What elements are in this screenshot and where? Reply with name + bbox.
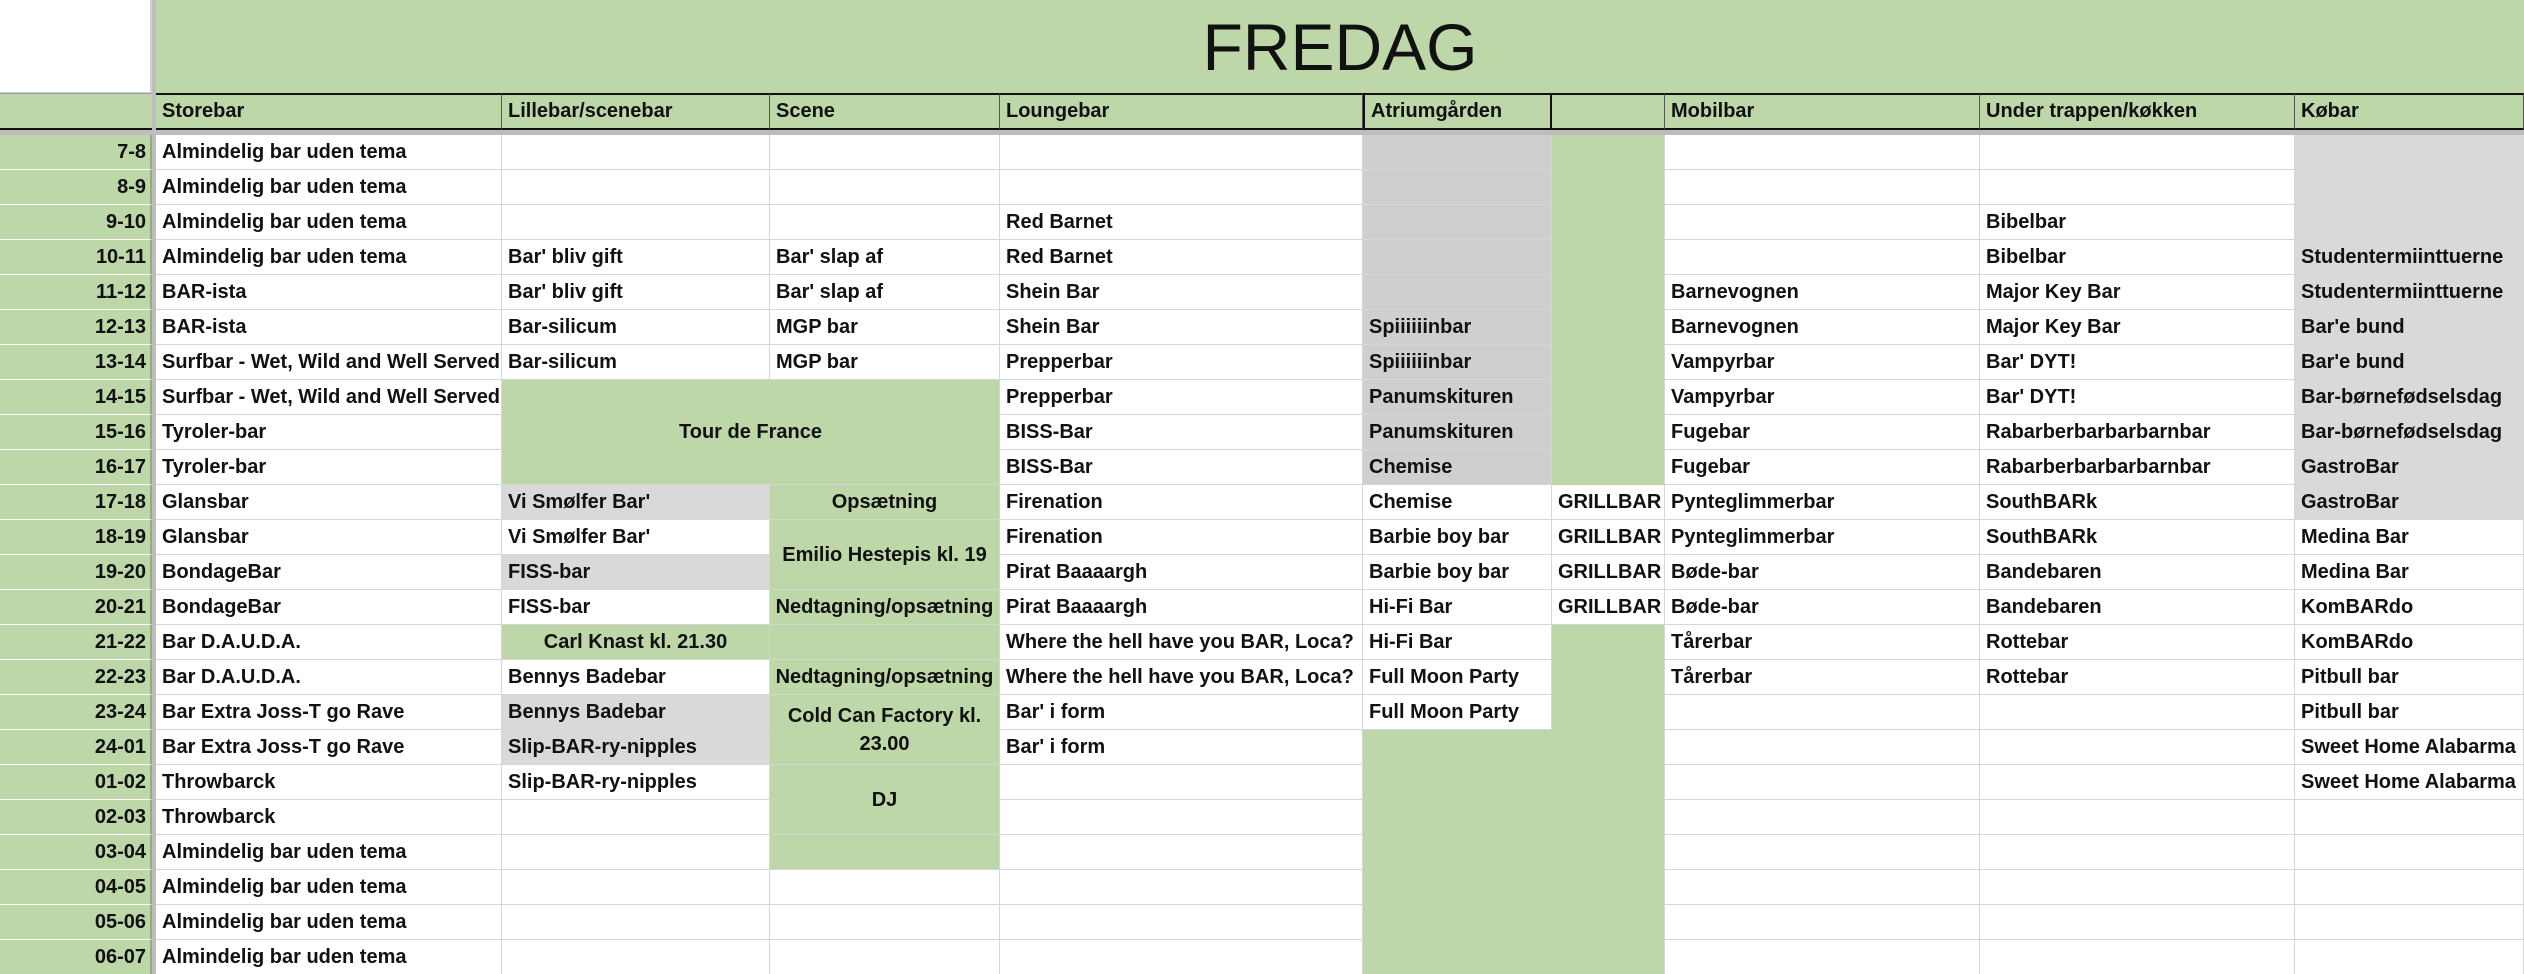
cell-storebar-21-22: Bar D.A.U.D.A. [156,625,502,660]
cell-mobilbar-06-07 [1665,940,1980,974]
cell-lillebar-20-21: FISS-bar [502,590,770,625]
cell-trappen-02-03 [1980,800,2295,835]
cell-storebar-12-13: BAR-ista [156,310,502,345]
cell-grill-10-11 [1552,240,1665,275]
row-label-10-11: 10-11 [0,240,152,275]
cell-loungebar-9-10: Red Barnet [1000,205,1363,240]
block-tour-de-france: Tour de France [502,380,1000,485]
cell-trappen-10-11: Bibelbar [1980,240,2295,275]
cell-scene-11-12: Bar' slap af [770,275,1000,310]
cell-loungebar-01-02 [1000,765,1363,800]
cell-atrium-23-24: Full Moon Party [1363,695,1552,730]
corner-cell [0,0,152,93]
block-opsaetning: Opsætning [770,485,1000,520]
cell-loungebar-23-24: Bar' i form [1000,695,1363,730]
row-label-18-19: 18-19 [0,520,152,555]
cell-lillebar-18-19: Vi Smølfer Bar' [502,520,770,555]
cell-storebar-10-11: Almindelig bar uden tema [156,240,502,275]
cell-loungebar-06-07 [1000,940,1363,974]
cell-storebar-23-24: Bar Extra Joss-T go Rave [156,695,502,730]
cell-atrium-8-9 [1363,170,1552,205]
cell-storebar-16-17: Tyroler-bar [156,450,502,485]
cell-atrium-17-18: Chemise [1363,485,1552,520]
cell-mobilbar-18-19: Pynteglimmerbar [1665,520,1980,555]
cell-storebar-13-14: Surfbar - Wet, Wild and Well Served [156,345,502,380]
cell-mobilbar-12-13: Barnevognen [1665,310,1980,345]
cell-mobilbar-11-12: Barnevognen [1665,275,1980,310]
cell-lillebar-12-13: Bar-silicum [502,310,770,345]
cell-atrium-9-10 [1363,205,1552,240]
block-cold-can-factory: Cold Can Factory kl. 23.00 [770,695,1000,765]
block-emilio: Emilio Hestepis kl. 19 [770,520,1000,590]
cell-storebar-03-04: Almindelig bar uden tema [156,835,502,870]
cell-lillebar-9-10 [502,205,770,240]
cell-loungebar-04-05 [1000,870,1363,905]
cell-trappen-13-14: Bar' DYT! [1980,345,2295,380]
cell-grill-9-10 [1552,205,1665,240]
cell-loungebar-13-14: Prepperbar [1000,345,1363,380]
row-label-01-02: 01-02 [0,765,152,800]
column-header-kobar: Købar [2295,93,2524,130]
cell-mobilbar-8-9 [1665,170,1980,205]
column-header-grill [1552,93,1665,130]
cell-grill-12-13 [1552,310,1665,345]
cell-atrium-14-15: Panumskituren [1363,380,1552,415]
row-label-9-10: 9-10 [0,205,152,240]
cell-storebar-22-23: Bar D.A.U.D.A. [156,660,502,695]
row-label-16-17: 16-17 [0,450,152,485]
cell-trappen-18-19: SouthBARk [1980,520,2295,555]
row-label-23-24: 23-24 [0,695,152,730]
cell-kobar-22-23: Pitbull bar [2295,660,2524,695]
cell-mobilbar-05-06 [1665,905,1980,940]
row-label-22-23: 22-23 [0,660,152,695]
cell-mobilbar-23-24 [1665,695,1980,730]
row-label-11-12: 11-12 [0,275,152,310]
cell-kobar-06-07 [2295,940,2524,974]
cell-trappen-11-12: Major Key Bar [1980,275,2295,310]
cell-mobilbar-04-05 [1665,870,1980,905]
cell-grill-19-20: GRILLBAR [1552,555,1665,590]
cell-kobar-12-13: Bar'e bund [2295,310,2524,345]
cell-loungebar-17-18: Firenation [1000,485,1363,520]
cell-grill-21-22 [1552,625,1665,660]
row-label-19-20: 19-20 [0,555,152,590]
cell-lillebar-10-11: Bar' bliv gift [502,240,770,275]
column-header-atrium: Atriumgården [1363,93,1552,130]
block-dj: DJ [770,765,1000,835]
cell-kobar-05-06 [2295,905,2524,940]
cell-kobar-15-16: Bar-børnefødselsdag [2295,415,2524,450]
cell-atrium-20-21: Hi-Fi Bar [1363,590,1552,625]
cell-kobar-8-9 [2295,170,2524,205]
column-header-loungebar: Loungebar [1000,93,1363,130]
cell-trappen-22-23: Rottebar [1980,660,2295,695]
column-header-storebar: Storebar [156,93,502,130]
row-label-17-18: 17-18 [0,485,152,520]
cell-trappen-23-24 [1980,695,2295,730]
cell-storebar-15-16: Tyroler-bar [156,415,502,450]
cell-storebar-06-07: Almindelig bar uden tema [156,940,502,974]
cell-scene-04-05 [770,870,1000,905]
cell-mobilbar-13-14: Vampyrbar [1665,345,1980,380]
cell-mobilbar-14-15: Vampyrbar [1665,380,1980,415]
cell-trappen-01-02 [1980,765,2295,800]
cell-loungebar-20-21: Pirat Baaaargh [1000,590,1363,625]
cell-mobilbar-20-21: Bøde-bar [1665,590,1980,625]
cell-kobar-19-20: Medina Bar [2295,555,2524,590]
cell-atrium-10-11 [1363,240,1552,275]
cell-loungebar-12-13: Shein Bar [1000,310,1363,345]
block-scene-gap [770,625,1000,660]
cell-loungebar-15-16: BISS-Bar [1000,415,1363,450]
cell-scene-12-13: MGP bar [770,310,1000,345]
cell-kobar-01-02: Sweet Home Alabarma [2295,765,2524,800]
row-label-04-05: 04-05 [0,870,152,905]
cell-storebar-18-19: Glansbar [156,520,502,555]
cell-atrium-7-8 [1363,135,1552,170]
row-label-21-22: 21-22 [0,625,152,660]
row-label-14-15: 14-15 [0,380,152,415]
row-label-02-03: 02-03 [0,800,152,835]
cell-trappen-03-04 [1980,835,2295,870]
cell-grill-8-9 [1552,170,1665,205]
cell-kobar-13-14: Bar'e bund [2295,345,2524,380]
cell-loungebar-8-9 [1000,170,1363,205]
cell-scene-7-8 [770,135,1000,170]
cell-kobar-10-11: Studentermiinttuerne [2295,240,2524,275]
cell-atrium-11-12 [1363,275,1552,310]
cell-storebar-11-12: BAR-ista [156,275,502,310]
cell-lillebar-7-8 [502,135,770,170]
cell-mobilbar-9-10 [1665,205,1980,240]
cell-lillebar-02-03 [502,800,770,835]
column-header-mobilbar: Mobilbar [1665,93,1980,130]
cell-trappen-20-21: Bandebaren [1980,590,2295,625]
cell-kobar-9-10 [2295,205,2524,240]
cell-storebar-04-05: Almindelig bar uden tema [156,870,502,905]
cell-grill-15-16 [1552,415,1665,450]
cell-trappen-21-22: Rottebar [1980,625,2295,660]
cell-lillebar-24-01: Slip-BAR-ry-nipples [502,730,770,765]
cell-loungebar-03-04 [1000,835,1363,870]
cell-mobilbar-16-17: Fugebar [1665,450,1980,485]
block-carl-knast: Carl Knast kl. 21.30 [502,625,770,660]
block-nedtagning-2: Nedtagning/opsætning [770,660,1000,695]
column-header-lillebar: Lillebar/scenebar [502,93,770,130]
cell-mobilbar-21-22: Tårerbar [1665,625,1980,660]
row-label-20-21: 20-21 [0,590,152,625]
cell-atrium-12-13: Spiiiiiinbar [1363,310,1552,345]
row-label-13-14: 13-14 [0,345,152,380]
cell-lillebar-13-14: Bar-silicum [502,345,770,380]
row-label-03-04: 03-04 [0,835,152,870]
cell-grill-16-17 [1552,450,1665,485]
cell-lillebar-11-12: Bar' bliv gift [502,275,770,310]
cell-grill-17-18: GRILLBAR [1552,485,1665,520]
cell-mobilbar-7-8 [1665,135,1980,170]
cell-mobilbar-03-04 [1665,835,1980,870]
cell-lillebar-04-05 [502,870,770,905]
cell-scene-06-07 [770,940,1000,974]
cell-loungebar-19-20: Pirat Baaaargh [1000,555,1363,590]
cell-scene-9-10 [770,205,1000,240]
cell-storebar-05-06: Almindelig bar uden tema [156,905,502,940]
cell-atrium-21-22: Hi-Fi Bar [1363,625,1552,660]
cell-trappen-12-13: Major Key Bar [1980,310,2295,345]
cell-grill-14-15 [1552,380,1665,415]
cell-mobilbar-19-20: Bøde-bar [1665,555,1980,590]
cell-storebar-01-02: Throwbarck [156,765,502,800]
cell-scene-8-9 [770,170,1000,205]
cell-storebar-8-9: Almindelig bar uden tema [156,170,502,205]
cell-atrium-22-23: Full Moon Party [1363,660,1552,695]
cell-trappen-7-8 [1980,135,2295,170]
row-label-7-8: 7-8 [0,135,152,170]
cell-kobar-03-04 [2295,835,2524,870]
cell-mobilbar-01-02 [1665,765,1980,800]
cell-mobilbar-02-03 [1665,800,1980,835]
page-title: FREDAG [156,0,2524,93]
cell-lillebar-19-20: FISS-bar [502,555,770,590]
block-nedtagning-1: Nedtagning/opsætning [770,590,1000,625]
cell-lillebar-06-07 [502,940,770,974]
cell-lillebar-22-23: Bennys Badebar [502,660,770,695]
cell-scene-13-14: MGP bar [770,345,1000,380]
cell-grill-13-14 [1552,345,1665,380]
block-atrium-green [1363,730,1665,974]
cell-loungebar-21-22: Where the hell have you BAR, Loca? [1000,625,1363,660]
cell-loungebar-10-11: Red Barnet [1000,240,1363,275]
cell-trappen-14-15: Bar' DYT! [1980,380,2295,415]
cell-grill-22-23 [1552,660,1665,695]
row-label-8-9: 8-9 [0,170,152,205]
cell-loungebar-7-8 [1000,135,1363,170]
cell-loungebar-24-01: Bar' i form [1000,730,1363,765]
cell-loungebar-14-15: Prepperbar [1000,380,1363,415]
cell-trappen-04-05 [1980,870,2295,905]
cell-atrium-18-19: Barbie boy bar [1363,520,1552,555]
cell-lillebar-17-18: Vi Smølfer Bar' [502,485,770,520]
row-label-05-06: 05-06 [0,905,152,940]
cell-kobar-20-21: KomBARdo [2295,590,2524,625]
cell-lillebar-23-24: Bennys Badebar [502,695,770,730]
cell-kobar-17-18: GastroBar [2295,485,2524,520]
block-scene-empty [770,835,1000,870]
cell-kobar-18-19: Medina Bar [2295,520,2524,555]
cell-storebar-7-8: Almindelig bar uden tema [156,135,502,170]
cell-loungebar-22-23: Where the hell have you BAR, Loca? [1000,660,1363,695]
cell-kobar-21-22: KomBARdo [2295,625,2524,660]
cell-atrium-15-16: Panumskituren [1363,415,1552,450]
cell-trappen-19-20: Bandebaren [1980,555,2295,590]
cell-trappen-05-06 [1980,905,2295,940]
cell-atrium-13-14: Spiiiiiinbar [1363,345,1552,380]
cell-lillebar-8-9 [502,170,770,205]
cell-loungebar-18-19: Firenation [1000,520,1363,555]
cell-atrium-19-20: Barbie boy bar [1363,555,1552,590]
cell-kobar-23-24: Pitbull bar [2295,695,2524,730]
cell-loungebar-11-12: Shein Bar [1000,275,1363,310]
cell-loungebar-05-06 [1000,905,1363,940]
column-header-scene: Scene [770,93,1000,130]
cell-storebar-19-20: BondageBar [156,555,502,590]
cell-storebar-14-15: Surfbar - Wet, Wild and Well Served [156,380,502,415]
cell-lillebar-01-02: Slip-BAR-ry-nipples [502,765,770,800]
column-header-trappen: Under trappen/køkken [1980,93,2295,130]
cell-loungebar-16-17: BISS-Bar [1000,450,1363,485]
cell-atrium-16-17: Chemise [1363,450,1552,485]
cell-trappen-17-18: SouthBARk [1980,485,2295,520]
cell-grill-20-21: GRILLBAR [1552,590,1665,625]
cell-kobar-04-05 [2295,870,2524,905]
cell-grill-23-24 [1552,695,1665,730]
cell-trappen-16-17: Rabarberbarbarbarnbar [1980,450,2295,485]
row-label-15-16: 15-16 [0,415,152,450]
row-label-06-07: 06-07 [0,940,152,974]
cell-storebar-24-01: Bar Extra Joss-T go Rave [156,730,502,765]
cell-grill-7-8 [1552,135,1665,170]
cell-kobar-14-15: Bar-børnefødselsdag [2295,380,2524,415]
cell-mobilbar-17-18: Pynteglimmerbar [1665,485,1980,520]
cell-trappen-8-9 [1980,170,2295,205]
cell-trappen-9-10: Bibelbar [1980,205,2295,240]
cell-kobar-24-01: Sweet Home Alabarma [2295,730,2524,765]
row-label-24-01: 24-01 [0,730,152,765]
cell-storebar-20-21: BondageBar [156,590,502,625]
cell-kobar-16-17: GastroBar [2295,450,2524,485]
cell-kobar-02-03 [2295,800,2524,835]
cell-storebar-9-10: Almindelig bar uden tema [156,205,502,240]
cell-mobilbar-22-23: Tårerbar [1665,660,1980,695]
cell-kobar-7-8 [2295,135,2524,170]
cell-mobilbar-24-01 [1665,730,1980,765]
row-header-top [0,93,152,130]
cell-scene-10-11: Bar' slap af [770,240,1000,275]
cell-mobilbar-15-16: Fugebar [1665,415,1980,450]
cell-loungebar-02-03 [1000,800,1363,835]
cell-trappen-24-01 [1980,730,2295,765]
cell-grill-11-12 [1552,275,1665,310]
cell-mobilbar-10-11 [1665,240,1980,275]
cell-lillebar-05-06 [502,905,770,940]
cell-trappen-15-16: Rabarberbarbarbarnbar [1980,415,2295,450]
cell-storebar-17-18: Glansbar [156,485,502,520]
cell-scene-05-06 [770,905,1000,940]
cell-trappen-06-07 [1980,940,2295,974]
cell-storebar-02-03: Throwbarck [156,800,502,835]
cell-grill-18-19: GRILLBAR [1552,520,1665,555]
cell-lillebar-03-04 [502,835,770,870]
row-label-12-13: 12-13 [0,310,152,345]
cell-kobar-11-12: Studentermiinttuerne [2295,275,2524,310]
